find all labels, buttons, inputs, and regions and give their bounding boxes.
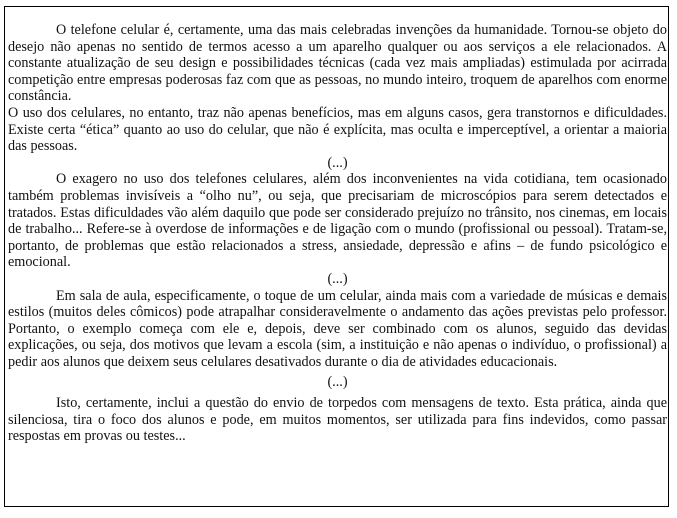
paragraph-1: O telefone celular é, certamente, uma das mais celebradas invenções da humanidade. Tornou-se objeto do desejo não apenas no sentido de termos acesso a um aparelho qualquer ou aos serviços a ele relacionados. A constante atualização de seu design e possibilidades técnicas (cada vez mais ampliadas) estimulada por acirrada competição entre empresas poderosas faz com que as pessoas, no mundo inteiro, troquem de aparelhos com enorme constância.: [8, 22, 667, 105]
text-frame: [4, 6, 669, 507]
ellipsis-separator-1: (...): [327, 154, 348, 171]
ellipsis-separator-3: (...): [327, 374, 348, 391]
paragraph-3: O exagero no uso dos telefones celulares, além dos inconvenientes na vida cotidiana, tem ocasionado também problemas invisíveis a “olho nu”, ou seja, que precisariam de microscópios para serem detectados e tratados. Estas dificuldades vão além daquilo que pode ser considerado prejuízo no trânsito, nos cinemas, em locais de trabalho... Refere-se à overdose de informações e de ligação com o mundo (profissional ou pessoal). Tratam-se, portanto, de problemas que estão relacionados a stress, ansiedade, depressão e afins – de fundo psicológico e emocional.: [8, 171, 667, 271]
ellipsis-separator-2: (...): [327, 270, 348, 287]
paragraph-2: O uso dos celulares, no entanto, traz não apenas benefícios, mas em alguns casos, gera transtornos e dificuldades. Existe certa “ética” quanto ao uso do celular, que não é explícita, mas oculta e imperceptível, a orientar a maioria das pessoas.: [8, 104, 667, 155]
paragraph-5: Isto, certamente, inclui a questão do envio de torpedos com mensagens de texto. Esta prática, ainda que silenciosa, tira o foco dos alunos e pode, em muitos momentos, ser utilizada para fins indevidos, como passar respostas em provas ou testes...: [8, 395, 667, 445]
text-body: [8, 22, 667, 445]
paragraph-4: Em sala de aula, especificamente, o toque de um celular, ainda mais com a variedade de músicas e demais estilos (muitos deles cômicos) pode atrapalhar consideravelmente o andamento das ações previstas pelo professor. Portanto, o exemplo começa com ele e, depois, deve ser combinado com os alunos, seguido das devidas explicações, ou seja, dos motivos que levam a escola (sim, a instituição e não apenas o indivíduo, o profissional) a pedir aos alunos que deixem seus celulares desativados durante o dia de atividades educacionais.: [8, 287, 667, 370]
